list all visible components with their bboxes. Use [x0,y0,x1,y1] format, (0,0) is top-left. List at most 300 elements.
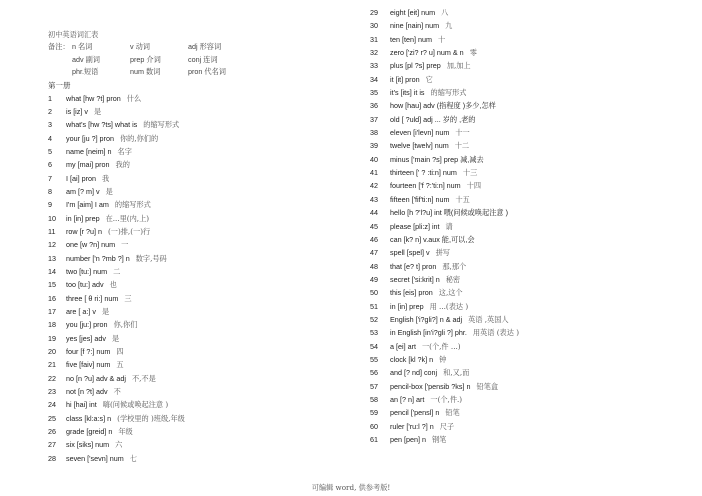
entry-text [66,132,158,145]
entry-word: minus ['main ?s] prep 减,减去 [390,154,484,164]
vocab-entry [370,99,690,112]
vocab-entry [48,425,348,438]
entry-word: what's [hw ?ts] what is [66,120,138,130]
entry-number: 13 [48,253,56,263]
entry-number: 54 [370,341,378,351]
entry-text [66,398,168,411]
entry-number: 9 [48,200,52,210]
entry-word: too [tu:] adv [66,280,104,290]
entry-text [66,412,185,425]
entry-meaning: 不 [113,387,121,397]
entry-number: 29 [370,8,378,17]
entry-word: not [n ?t] adv [66,387,108,397]
entry-word: row [r ?u] n [66,226,102,236]
entry-word: fourteen ['f ?:'ti:n] num [390,181,461,191]
vocab-entry [48,212,348,225]
entry-meaning: 年级 [118,427,133,437]
entry-word: plus [pl ?s] prep [390,61,441,71]
vocab-entry [48,278,348,291]
entry-number: 16 [48,293,56,303]
entry-number: 1 [48,93,52,103]
entry-text [66,198,151,211]
entry-meaning: 十二 [454,141,470,151]
entry-text [390,193,470,206]
legend-row [48,66,348,79]
entry-number: 15 [48,280,56,290]
entry-number: 38 [370,128,378,138]
entry-word: grade [greid] n [66,427,113,437]
entry-word: eleven [i'levn] num [390,128,450,138]
entry-word: English ['i?gli?] n & adj [390,314,463,324]
entry-meaning: 数字,号码 [135,253,167,263]
legend-item: adj 形容词 [188,42,222,51]
entry-number: 47 [370,248,378,258]
entry-word: seven ['sevn] num [66,453,124,463]
vocab-entry [370,206,690,219]
entry-number: 19 [48,333,56,343]
entry-meaning: (学校里的 )班级,年级 [117,413,185,423]
vocab-entry [370,139,690,152]
vocab-list-left [48,92,348,466]
entry-meaning: 十四 [466,181,482,191]
entry-meaning: 我的 [115,160,130,170]
vocab-entry [370,166,690,179]
entry-meaning: 四 [116,347,124,357]
entry-text [390,300,468,313]
entry-text [390,139,469,152]
entry-text [66,385,121,398]
entry-meaning: 请 [445,221,453,231]
entry-text [390,166,477,179]
entry-meaning: 一 [121,240,129,250]
entry-text [66,185,113,198]
vocab-entry [48,198,348,211]
entry-text [66,278,117,291]
entry-number: 33 [370,61,378,71]
entry-number: 10 [48,213,56,223]
entry-meaning: 什么 [126,93,142,103]
entry-number: 22 [48,373,56,383]
legend-item: adv 副词 [72,54,100,64]
entry-word: pen [pen] n [390,435,426,444]
entry-text [66,345,124,358]
entry-word: hello [h ?'l?u] int 喂(问候或唤起注意 ) [390,208,509,218]
vocab-entry [48,158,348,171]
vocab-entry [370,59,690,72]
legend-item: prep 介词 [130,54,161,64]
entry-text [66,292,132,305]
entry-meaning: 它 [425,74,433,84]
vocab-entry [370,420,690,433]
entry-text [390,33,445,46]
entry-text [66,425,133,438]
vocab-entry [48,265,348,278]
vocab-list-right [370,6,690,446]
entry-meaning: 三 [124,293,132,303]
entry-text [66,225,150,238]
vocab-entry [370,126,690,139]
entry-number: 26 [48,427,56,437]
vocab-entry [370,286,690,299]
entry-meaning: 拼写 [435,248,450,258]
entry-word: hi [hai] int [66,400,97,410]
vocab-entry [370,220,690,233]
entry-number: 17 [48,307,56,316]
entry-meaning: 的缩写形式 [430,88,467,98]
entry-text [66,438,122,451]
entry-word: in [in] prep [390,301,424,311]
entry-meaning: 名字 [117,146,132,156]
abbreviation-legend [48,41,348,79]
entry-number: 3 [48,120,52,130]
entry-word: two [tu:] num [66,266,108,276]
vocab-entry [370,353,690,366]
vocab-entry [370,273,690,286]
vocab-entry [48,398,348,411]
entry-text [390,340,461,353]
vocab-entry [370,19,690,32]
entry-word: please [pli:z] int [390,221,440,231]
entry-number: 43 [370,194,378,204]
vocab-entry [48,172,348,185]
entry-text [66,252,167,265]
entry-number: 8 [48,186,52,196]
vocab-entry [370,153,690,166]
entry-word: how [hau] adv (指程度 )多少,怎样 [390,101,496,111]
entry-number: 50 [370,288,378,298]
entry-meaning: 是 [105,186,113,196]
entry-number: 5 [48,146,52,156]
entry-number: 56 [370,368,378,378]
entry-meaning: 十一 [455,128,470,138]
vocab-entry [370,46,690,59]
entry-word: class [kl:a:s] n [66,413,112,423]
vocab-entry [48,132,348,145]
entry-word: twelve [twelv] num [390,141,449,151]
section-heading: 第一册 [48,80,71,90]
vocab-entry [48,305,348,318]
entry-text [390,233,481,246]
entry-meaning: 九 [445,21,453,31]
entry-text [66,212,149,225]
entry-text [66,238,128,251]
entry-meaning: 不,不是 [131,373,156,383]
entry-text [66,118,179,131]
entry-text [390,286,463,299]
vocab-entry [370,300,690,313]
vocab-entry [48,92,348,105]
entry-word: am [? m] v [66,186,100,196]
entry-number: 27 [48,440,56,450]
entry-number: 37 [370,114,378,124]
entry-word: I'm [aim] I am [66,200,109,210]
entry-meaning: 英语 ,英国人 [468,314,509,324]
entry-number: 23 [48,387,56,397]
entry-word: what [hw ?t] pron [66,93,121,103]
entry-number: 28 [48,453,56,463]
entry-number: 35 [370,88,378,98]
entry-text [390,220,453,233]
entry-number: 4 [48,133,52,143]
entry-meaning: 铅笔盒 [476,381,499,391]
entry-number: 46 [370,234,378,244]
entry-number: 58 [370,394,378,404]
entry-meaning: 秘密 [445,274,461,284]
entry-number: 44 [370,208,378,218]
entry-word: this [eis] pron [390,288,433,298]
entry-word: is [iz] v [66,106,88,116]
entry-word: in [in] prep [66,213,100,223]
entry-number: 11 [48,226,56,236]
entry-meaning: 五 [116,360,124,370]
vocab-entry [370,313,690,326]
entry-number: 49 [370,274,378,284]
vocab-entry [370,433,690,446]
vocab-entry [48,252,348,265]
entry-text [66,452,137,465]
entry-text [390,153,490,166]
vocab-entry [48,345,348,358]
legend-label: 备注： [48,42,70,51]
entry-number: 14 [48,266,56,276]
entry-word: six [siks] num [66,440,110,450]
entry-text [66,105,101,118]
vocab-entry [48,412,348,425]
entry-meaning: 也 [109,280,117,290]
entry-text [390,406,460,419]
entry-meaning: 加,加上 [446,61,471,71]
entry-meaning: 钟 [439,354,447,364]
entry-text [390,46,477,59]
entry-word: yes [jes] adv [66,333,106,343]
entry-word: it [it] pron [390,74,420,84]
vocab-entry [370,366,690,379]
entry-number: 41 [370,168,378,178]
entry-number: 60 [370,421,378,431]
legend-row [48,41,348,54]
entry-number: 42 [370,181,378,191]
entry-number: 6 [48,160,52,170]
entry-meaning: 一(个,件 ...) [421,341,461,351]
entry-word: spell [spel] v [390,248,430,258]
entry-word: ruler ['ru:l ?] n [390,421,434,431]
entry-word: a [ei] art [390,341,416,351]
entry-number: 34 [370,74,378,84]
entry-number: 52 [370,314,378,324]
vocab-entry [370,326,690,339]
vocab-entry [370,33,690,46]
entry-number: 30 [370,21,378,31]
entry-text [390,420,454,433]
entry-meaning: 的缩写形式 [114,200,151,210]
entry-text [390,126,470,139]
entry-number: 36 [370,101,378,111]
vocab-entry [48,358,348,371]
vocab-entry [48,332,348,345]
entry-word: one [w ?n] num [66,240,116,250]
entry-word: zero ['zi? r? u] num & n [390,48,464,58]
entry-word: fifteen ['fif'ti:n] num [390,194,450,204]
entry-number: 24 [48,400,56,410]
entry-number: 53 [370,328,378,338]
entry-text [390,326,519,339]
entry-meaning: 是 [101,307,110,316]
entry-text [390,99,502,112]
document-title: 初中英语词汇表 [48,30,99,39]
entry-text [390,179,481,192]
entry-meaning: 在...里(内,上) [105,213,150,223]
entry-text [390,393,462,406]
vocab-entry [48,318,348,331]
vocab-entry [370,113,690,126]
entry-text [390,273,460,286]
entry-text [390,366,469,379]
entry-number: 2 [48,106,52,116]
entry-text [390,113,482,126]
entry-meaning: 八 [441,8,449,17]
vocab-entry [48,385,348,398]
vocab-entry [370,340,690,353]
vocab-entry [370,86,690,99]
entry-word: clock [kl ?k] n [390,354,434,364]
vocab-entry [48,105,348,118]
legend-row [48,54,348,67]
entry-number: 32 [370,48,378,58]
entry-number: 59 [370,408,378,418]
legend-item: num 数词 [130,67,161,76]
entry-number: 12 [48,240,56,250]
entry-word: name [neim] n [66,146,112,156]
entry-number: 7 [48,173,52,183]
entry-word: and [? nd] conj [390,368,438,378]
entry-number: 48 [370,261,378,271]
entry-text [66,305,109,318]
entry-word: are [ a:] v [66,307,96,316]
vocab-entry [370,406,690,419]
entry-meaning: 是 [111,333,120,343]
entry-word: old [ ?uld] adj ... 岁的 ,老的 [390,114,476,124]
entry-word: secret ['si:krit] n [390,274,440,284]
entry-text [66,332,119,345]
entry-word: no [n ?u] adv & adj [66,373,126,383]
vocab-entry [370,179,690,192]
right-column [370,6,690,446]
entry-word: my [mai] pron [66,160,110,170]
entry-word: pencil-box ['pensib ?ks] n [390,381,471,391]
entry-meaning: 二 [113,266,121,276]
entry-text [66,92,141,105]
vocab-entry [370,73,690,86]
vocab-entry [48,145,348,158]
vocab-entry [48,238,348,251]
vocab-entry [370,380,690,393]
entry-meaning: 钢笔 [431,435,447,444]
entry-text [66,145,132,158]
entry-text [390,313,509,326]
vocab-entry [48,118,348,131]
entry-meaning: 七 [129,453,137,463]
entry-word: it's [its] it is [390,88,425,98]
vocab-entry [48,185,348,198]
entry-meaning: 一(个,件.) [430,394,463,404]
entry-text [390,433,446,446]
entry-number: 45 [370,221,378,231]
entry-number: 25 [48,413,56,423]
legend-item: conj 连词 [188,54,218,64]
entry-meaning: 我 [101,173,110,183]
entry-word: an [? n] art [390,394,425,404]
entry-number: 40 [370,154,378,164]
entry-meaning: 你,你们 [113,320,138,330]
vocab-entry [48,438,348,451]
entry-text [390,59,471,72]
entry-word: thirteen [' ? :ti:n] num [390,168,457,178]
entry-text [390,260,466,273]
vocab-entry [370,6,690,19]
entry-word: can [k? n] v.aux 能,可以,会 [390,234,475,244]
entry-number: 39 [370,141,378,151]
entry-text [390,246,450,259]
vocab-entry [48,225,348,238]
entry-text [66,372,156,385]
entry-meaning: 十五 [455,194,470,204]
entry-number: 57 [370,381,378,391]
entry-word: nine [nain] num [390,21,440,31]
left-column [48,28,348,465]
entry-word: you [ju:] pron [66,320,108,330]
vocab-entry [48,292,348,305]
entry-text [66,265,120,278]
entry-number: 61 [370,435,378,444]
entry-word: pencil ['pensl] n [390,408,440,418]
vocab-entry [48,372,348,385]
entry-meaning: 十三 [462,168,478,178]
entry-text [390,353,446,366]
entry-meaning: 六 [115,440,123,450]
legend-item: pron 代名词 [188,67,226,76]
entry-meaning: (一)排,(一)行 [107,226,151,236]
entry-text [390,73,433,86]
entry-meaning: 零 [469,48,477,58]
entry-word: three [ θ ri:] num [66,293,119,303]
vocab-entry [370,233,690,246]
entry-word: four [f ?:] num [66,347,111,357]
entry-text [390,380,498,393]
entry-word: eight [eit] num [390,8,436,17]
entry-meaning: 你的,你们的 [119,133,159,143]
entry-text [66,358,124,371]
entry-word: that [e? t] pron [390,261,437,271]
vocab-entry [370,260,690,273]
vocab-entry [370,193,690,206]
entry-number: 51 [370,301,378,311]
entry-number: 20 [48,347,56,357]
entry-word: five [faiv] num [66,360,111,370]
entry-meaning: 铅笔 [445,408,460,418]
entry-word: in English [in'i?gli ?] phr. [390,328,467,338]
entry-text [390,86,466,99]
entry-text [390,206,514,219]
entry-number: 31 [370,34,378,44]
vocab-entry [370,246,690,259]
entry-word: your [ju ?] pron [66,133,114,143]
entry-number: 21 [48,360,56,370]
entry-number: 18 [48,320,56,330]
entry-meaning: 嗨(问候或唤起注意 ) [102,400,169,410]
entry-meaning: 尺子 [439,421,455,431]
entry-meaning: 这,这个 [438,288,463,298]
entry-text [66,318,137,331]
